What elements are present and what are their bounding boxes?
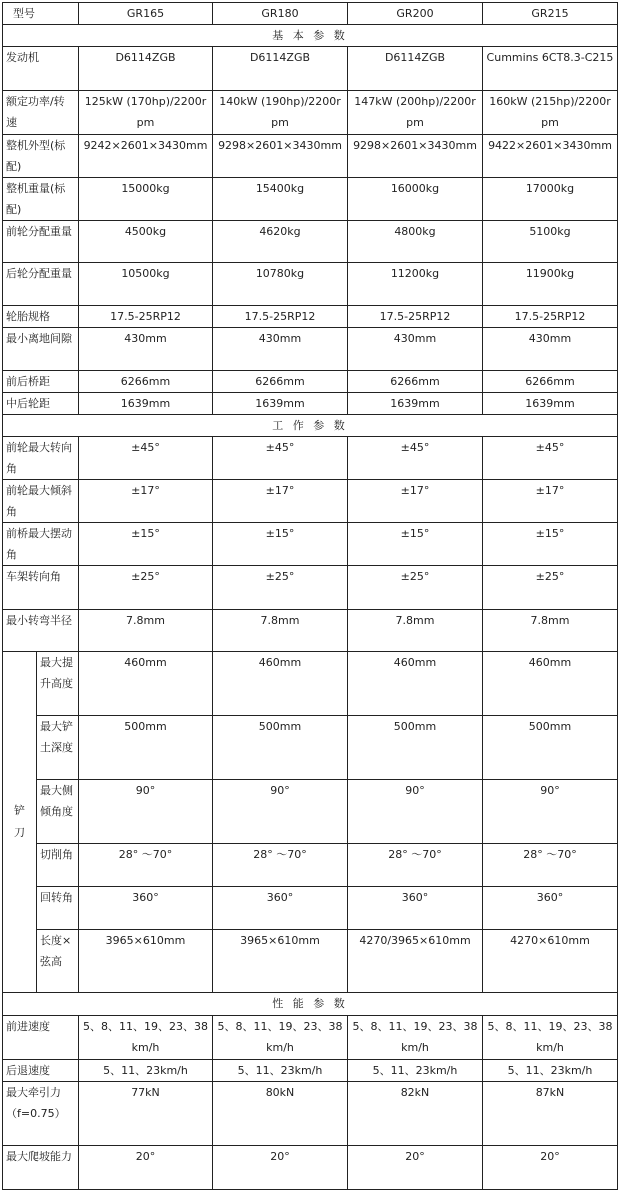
value-cell: 4500kg [79, 221, 213, 263]
value-cell: 17.5-25RP12 [483, 306, 618, 328]
row-label: 轮胎规格 [3, 306, 79, 328]
value-cell: ±25° [348, 566, 483, 610]
value-cell: 6266mm [79, 371, 213, 393]
value-cell: 460mm [213, 652, 348, 716]
value-cell: 1639mm [213, 393, 348, 415]
value-cell: 1639mm [483, 393, 618, 415]
value-cell: 11900kg [483, 263, 618, 306]
section-title-basic: 基 本 参 数 [3, 25, 618, 47]
table-row [3, 178, 618, 221]
row-label: 前轮最大转向角 [3, 437, 79, 480]
value-cell: 82kN [348, 1082, 483, 1146]
value-cell: 4270/3965×610mm [348, 930, 483, 993]
value-cell: 500mm [79, 716, 213, 780]
value-cell: 5、8、11、19、23、38km/h [483, 1016, 618, 1060]
table-row [3, 47, 618, 91]
model-header: GR180 [213, 3, 348, 25]
value-cell: 15000kg [79, 178, 213, 221]
table-row [3, 566, 618, 610]
row-label: 前进速度 [3, 1016, 79, 1060]
value-cell: 28° ～70° [79, 844, 213, 887]
row-label: 最小离地间隙 [3, 328, 79, 371]
value-cell: 500mm [213, 716, 348, 780]
row-label: 切削角 [37, 844, 79, 887]
value-cell: 5、8、11、19、23、38km/h [213, 1016, 348, 1060]
table-row [3, 523, 618, 566]
table-row [3, 263, 618, 306]
blade-group-label [3, 652, 37, 993]
value-cell: 1639mm [348, 393, 483, 415]
table-row [3, 91, 618, 135]
value-cell: 460mm [348, 652, 483, 716]
value-cell: ±45° [79, 437, 213, 480]
value-cell: 6266mm [348, 371, 483, 393]
value-cell: ±17° [213, 480, 348, 523]
value-cell: 360° [213, 887, 348, 930]
value-cell: 3965×610mm [79, 930, 213, 993]
blade-rows [3, 652, 618, 993]
row-label: 后轮分配重量 [3, 263, 79, 306]
section-row [3, 25, 618, 47]
value-cell: D6114ZGB [348, 47, 483, 91]
row-label: 整机重量(标配) [3, 178, 79, 221]
table-row [3, 887, 618, 930]
value-cell: 3965×610mm [213, 930, 348, 993]
row-label: 最大爬坡能力 [3, 1146, 79, 1190]
value-cell: 5100kg [483, 221, 618, 263]
value-cell: 9242×2601×3430mm [79, 135, 213, 178]
row-label: 发动机 [3, 47, 79, 91]
value-cell: 20° [483, 1146, 618, 1190]
table-row [3, 610, 618, 652]
table-row [3, 930, 618, 993]
value-cell: 500mm [483, 716, 618, 780]
value-cell: 430mm [348, 328, 483, 371]
row-label: 最小转弯半径 [3, 610, 79, 652]
value-cell: 6266mm [483, 371, 618, 393]
value-cell: 360° [483, 887, 618, 930]
value-cell: 460mm [483, 652, 618, 716]
header-row [3, 3, 618, 25]
value-cell: 28° ～70° [213, 844, 348, 887]
value-cell: 125kW (170hp)/2200rpm [79, 91, 213, 135]
row-label: 前轮最大倾斜角 [3, 480, 79, 523]
value-cell: 360° [348, 887, 483, 930]
model-header: GR200 [348, 3, 483, 25]
value-cell: 28° ～70° [483, 844, 618, 887]
model-header-label: 型号 [3, 3, 79, 25]
row-label: 额定功率/转速 [3, 91, 79, 135]
row-label: 最大提升高度 [37, 652, 79, 716]
value-cell: Cummins 6CT8.3-C215 [483, 47, 618, 91]
value-cell: 5、11、23km/h [213, 1060, 348, 1082]
value-cell: 17000kg [483, 178, 618, 221]
value-cell: 77kN [79, 1082, 213, 1146]
value-cell: 5、8、11、19、23、38km/h [348, 1016, 483, 1060]
value-cell: 500mm [348, 716, 483, 780]
value-cell: 9298×2601×3430mm [213, 135, 348, 178]
table-row [3, 328, 618, 371]
section-row [3, 415, 618, 437]
value-cell: 9422×2601×3430mm [483, 135, 618, 178]
table-row [3, 135, 618, 178]
value-cell: 430mm [213, 328, 348, 371]
value-cell: 17.5-25RP12 [79, 306, 213, 328]
row-label: 长度×弦高 [37, 930, 79, 993]
value-cell: ±15° [348, 523, 483, 566]
model-header: GR165 [79, 3, 213, 25]
work-rows [3, 437, 618, 652]
row-label: 前轮分配重量 [3, 221, 79, 263]
row-label: 最大侧倾角度 [37, 780, 79, 844]
value-cell: 5、11、23km/h [483, 1060, 618, 1082]
section-title-work: 工 作 参 数 [3, 415, 618, 437]
value-cell: 20° [348, 1146, 483, 1190]
table-row [3, 652, 618, 716]
value-cell: 16000kg [348, 178, 483, 221]
value-cell: 20° [79, 1146, 213, 1190]
value-cell: 430mm [79, 328, 213, 371]
value-cell: ±15° [79, 523, 213, 566]
value-cell: 87kN [483, 1082, 618, 1146]
table-row [3, 221, 618, 263]
value-cell: 28° ～70° [348, 844, 483, 887]
value-cell: 430mm [483, 328, 618, 371]
value-cell: 7.8mm [483, 610, 618, 652]
value-cell: 90° [348, 780, 483, 844]
value-cell: 147kW (200hp)/2200rpm [348, 91, 483, 135]
perf-rows [3, 1016, 618, 1190]
value-cell: ±17° [79, 480, 213, 523]
value-cell: 17.5-25RP12 [348, 306, 483, 328]
value-cell: 7.8mm [348, 610, 483, 652]
table-row [3, 844, 618, 887]
table-row [3, 480, 618, 523]
value-cell: 7.8mm [213, 610, 348, 652]
value-cell: 20° [213, 1146, 348, 1190]
value-cell: 15400kg [213, 178, 348, 221]
table-row [3, 1016, 618, 1060]
value-cell: 17.5-25RP12 [213, 306, 348, 328]
table-row [3, 306, 618, 328]
value-cell: 360° [79, 887, 213, 930]
value-cell: 90° [213, 780, 348, 844]
value-cell: ±45° [213, 437, 348, 480]
table-row [3, 1146, 618, 1190]
table-row [3, 437, 618, 480]
row-label: 中后轮距 [3, 393, 79, 415]
value-cell: 140kW (190hp)/2200rpm [213, 91, 348, 135]
value-cell: 460mm [79, 652, 213, 716]
value-cell: D6114ZGB [213, 47, 348, 91]
value-cell: ±25° [213, 566, 348, 610]
section-title-perf: 性 能 参 数 [3, 993, 618, 1016]
value-cell: ±25° [79, 566, 213, 610]
value-cell: 5、11、23km/h [348, 1060, 483, 1082]
row-label: 车架转向角 [3, 566, 79, 610]
value-cell: 6266mm [213, 371, 348, 393]
value-cell: D6114ZGB [79, 47, 213, 91]
value-cell: 10780kg [213, 263, 348, 306]
row-label: 最大牵引力 （f=0.75） [3, 1082, 79, 1146]
value-cell: 10500kg [79, 263, 213, 306]
value-cell: ±25° [483, 566, 618, 610]
row-label: 最大铲土深度 [37, 716, 79, 780]
row-label: 前后桥距 [3, 371, 79, 393]
section-row [3, 993, 618, 1016]
blade-group-text: 铲刀 [14, 804, 25, 839]
value-cell: ±45° [348, 437, 483, 480]
basic-rows [3, 47, 618, 415]
table-row [3, 1060, 618, 1082]
value-cell: 7.8mm [79, 610, 213, 652]
value-cell: 9298×2601×3430mm [348, 135, 483, 178]
table-row [3, 716, 618, 780]
table-row [3, 780, 618, 844]
row-label: 前桥最大摆动角 [3, 523, 79, 566]
table-row [3, 1082, 618, 1146]
value-cell: 5、11、23km/h [79, 1060, 213, 1082]
value-cell: 5、8、11、19、23、38km/h [79, 1016, 213, 1060]
value-cell: 4620kg [213, 221, 348, 263]
row-label: 回转角 [37, 887, 79, 930]
model-header: GR215 [483, 3, 618, 25]
value-cell: 4270×610mm [483, 930, 618, 993]
row-label: 后退速度 [3, 1060, 79, 1082]
value-cell: ±17° [348, 480, 483, 523]
value-cell: 160kW (215hp)/2200rpm [483, 91, 618, 135]
value-cell: 11200kg [348, 263, 483, 306]
row-label: 整机外型(标配) [3, 135, 79, 178]
value-cell: 90° [79, 780, 213, 844]
value-cell: 4800kg [348, 221, 483, 263]
value-cell: 90° [483, 780, 618, 844]
spec-table [2, 2, 618, 1190]
value-cell: ±17° [483, 480, 618, 523]
table-row [3, 371, 618, 393]
value-cell: ±45° [483, 437, 618, 480]
value-cell: 1639mm [79, 393, 213, 415]
value-cell: ±15° [483, 523, 618, 566]
table-row [3, 393, 618, 415]
value-cell: ±15° [213, 523, 348, 566]
value-cell: 80kN [213, 1082, 348, 1146]
